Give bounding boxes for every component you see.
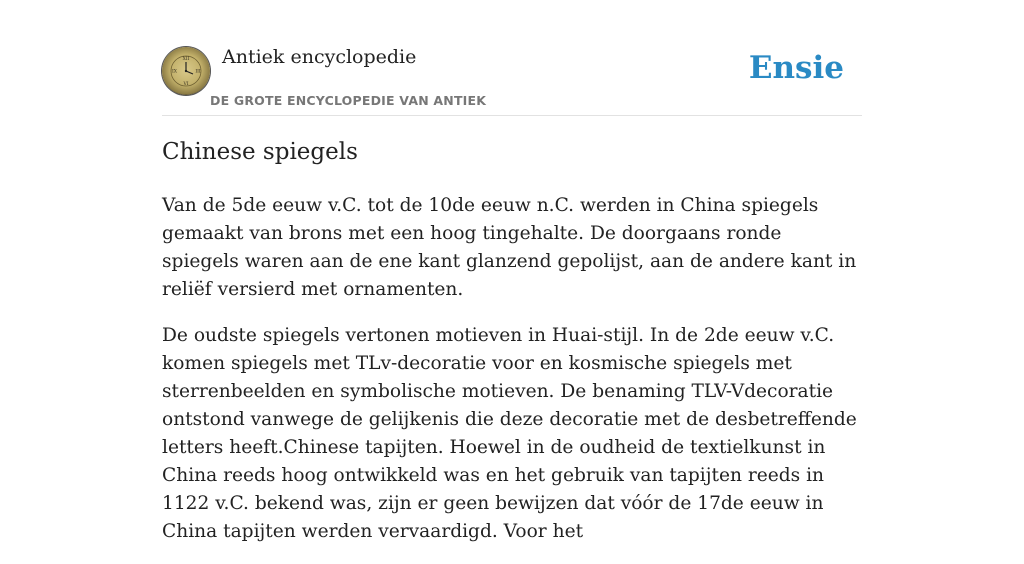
site-name[interactable]: Antiek encyclopedie [222,46,417,68]
svg-text:VI: VI [183,82,189,87]
clock-icon[interactable] [162,47,210,95]
site-header [162,44,862,116]
article-body [162,192,857,564]
brand-logo[interactable]: Ensie [748,50,844,86]
article-paragraph: Van de 5de eeuw v.C. tot de 10de eeuw n.C. werden in China spiegels gemaakt van brons met een hoog tingehalte. De doorgaans ronde spiegels waren aan de ene kant glanzend gepolijst, aan de andere kant in reliëf versierd met ornamenten. [162,195,857,300]
page-title: Chinese spiegels [162,139,358,165]
article-paragraph: De oudste spiegels vertonen motieven in Huai-stijl. In de 2de eeuw v.C. komen spiegels met TLv-decoratie voor en kosmische spiegels met sterrenbeelden en symbolische motieven. De benaming TLV-Vdecoratie ontstond vanwege de gelijkenis die deze decoratie met de desbetreffende letters heeft.Chinese tapijten. Hoewel in de oudheid de textielkunst in China reeds hoog ontwikkeld was en het gebruik van tapijten reeds in 1122 v.C. bekend was, zijn er geen bewijzen dat vóór de 17de eeuw in China tapijten werden vervaardigd. Voor het [162,325,857,542]
site-subtitle: DE GROTE ENCYCLOPEDIE VAN ANTIEK [210,93,487,108]
svg-text:III: III [195,69,201,75]
svg-text:IX: IX [172,69,177,75]
svg-text:XII: XII [182,57,190,62]
